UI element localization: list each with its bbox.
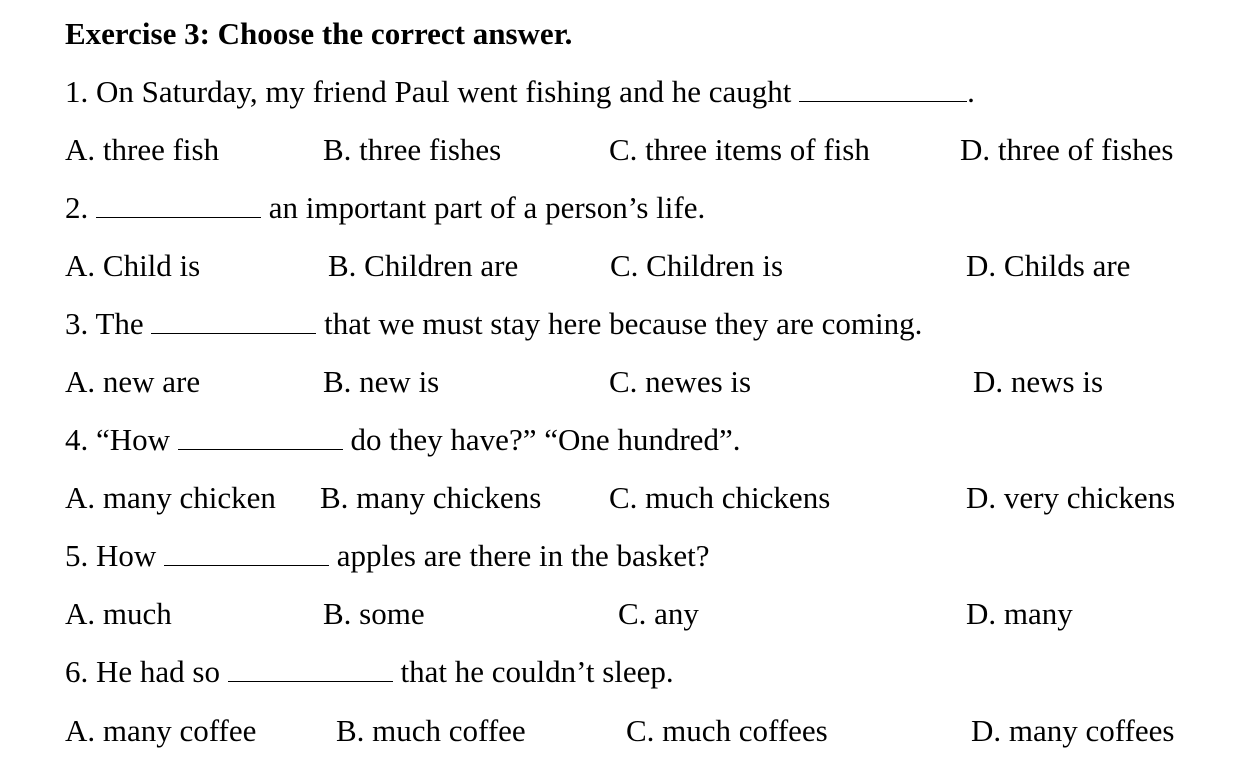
question-5-text-before: 5. How (65, 538, 157, 573)
question-5-stem (65, 538, 709, 574)
question-2-text-before: 2. (65, 190, 89, 225)
question-6-option-c[interactable]: C. much coffees (626, 713, 828, 748)
question-3-text-after: that we must stay here because they are coming. (324, 306, 923, 341)
question-6-option-d[interactable]: D. many coffees (971, 713, 1175, 748)
question-5-option-d[interactable]: D. many (966, 596, 1073, 631)
exercise-title: Exercise 3: Choose the correct answer. (65, 16, 573, 51)
question-5-option-a[interactable]: A. much (65, 596, 172, 631)
question-3-stem (65, 306, 922, 342)
question-6-blank (228, 655, 393, 682)
question-4-option-d[interactable]: D. very chickens (966, 480, 1176, 515)
question-1-option-c[interactable]: C. three items of fish (609, 132, 870, 167)
question-3-option-d[interactable]: D. news is (973, 364, 1104, 399)
question-2-blank (96, 191, 261, 218)
question-2-option-c[interactable]: C. Children is (610, 248, 784, 283)
question-3-option-b[interactable]: B. new is (323, 364, 440, 399)
question-5-blank (164, 539, 329, 566)
question-6-option-a[interactable]: A. many coffee (65, 713, 257, 748)
question-2-option-a[interactable]: A. Child is (65, 248, 201, 283)
question-4-option-a[interactable]: A. many chicken (65, 480, 276, 515)
question-1-option-b[interactable]: B. three fishes (323, 132, 502, 167)
question-2-stem (65, 190, 705, 226)
question-5-text-after: apples are there in the basket? (336, 538, 710, 573)
question-3-option-a[interactable]: A. new are (65, 364, 201, 399)
question-6-text-after: that he couldn’t sleep. (400, 654, 674, 689)
question-1-text-after: . (967, 74, 975, 109)
question-6-stem (65, 654, 674, 690)
question-1-blank (799, 75, 967, 102)
question-4-text-before: 4. “How (65, 422, 171, 457)
question-4-option-b[interactable]: B. many chickens (320, 480, 542, 515)
question-1-text-before: 1. On Saturday, my friend Paul went fishing and he caught (65, 74, 792, 109)
question-5-option-c[interactable]: C. any (618, 596, 699, 631)
question-6-text-before: 6. He had so (65, 654, 220, 689)
question-2-option-d[interactable]: D. Childs are (966, 248, 1131, 283)
question-4-stem (65, 422, 740, 458)
question-4-option-c[interactable]: C. much chickens (609, 480, 831, 515)
question-2-text-after: an important part of a person’s life. (268, 190, 706, 225)
question-4-text-after: do they have?” “One hundred”. (350, 422, 741, 457)
question-3-blank (151, 307, 316, 334)
question-2-option-b[interactable]: B. Children are (328, 248, 519, 283)
question-1-option-d[interactable]: D. three of fishes (960, 132, 1174, 167)
question-1-stem (65, 74, 975, 110)
question-1-option-a[interactable]: A. three fish (65, 132, 220, 167)
question-4-blank (178, 423, 343, 450)
question-5-option-b[interactable]: B. some (323, 596, 425, 631)
question-3-text-before: 3. The (65, 306, 144, 341)
question-3-option-c[interactable]: C. newes is (609, 364, 752, 399)
question-6-option-b[interactable]: B. much coffee (336, 713, 526, 748)
